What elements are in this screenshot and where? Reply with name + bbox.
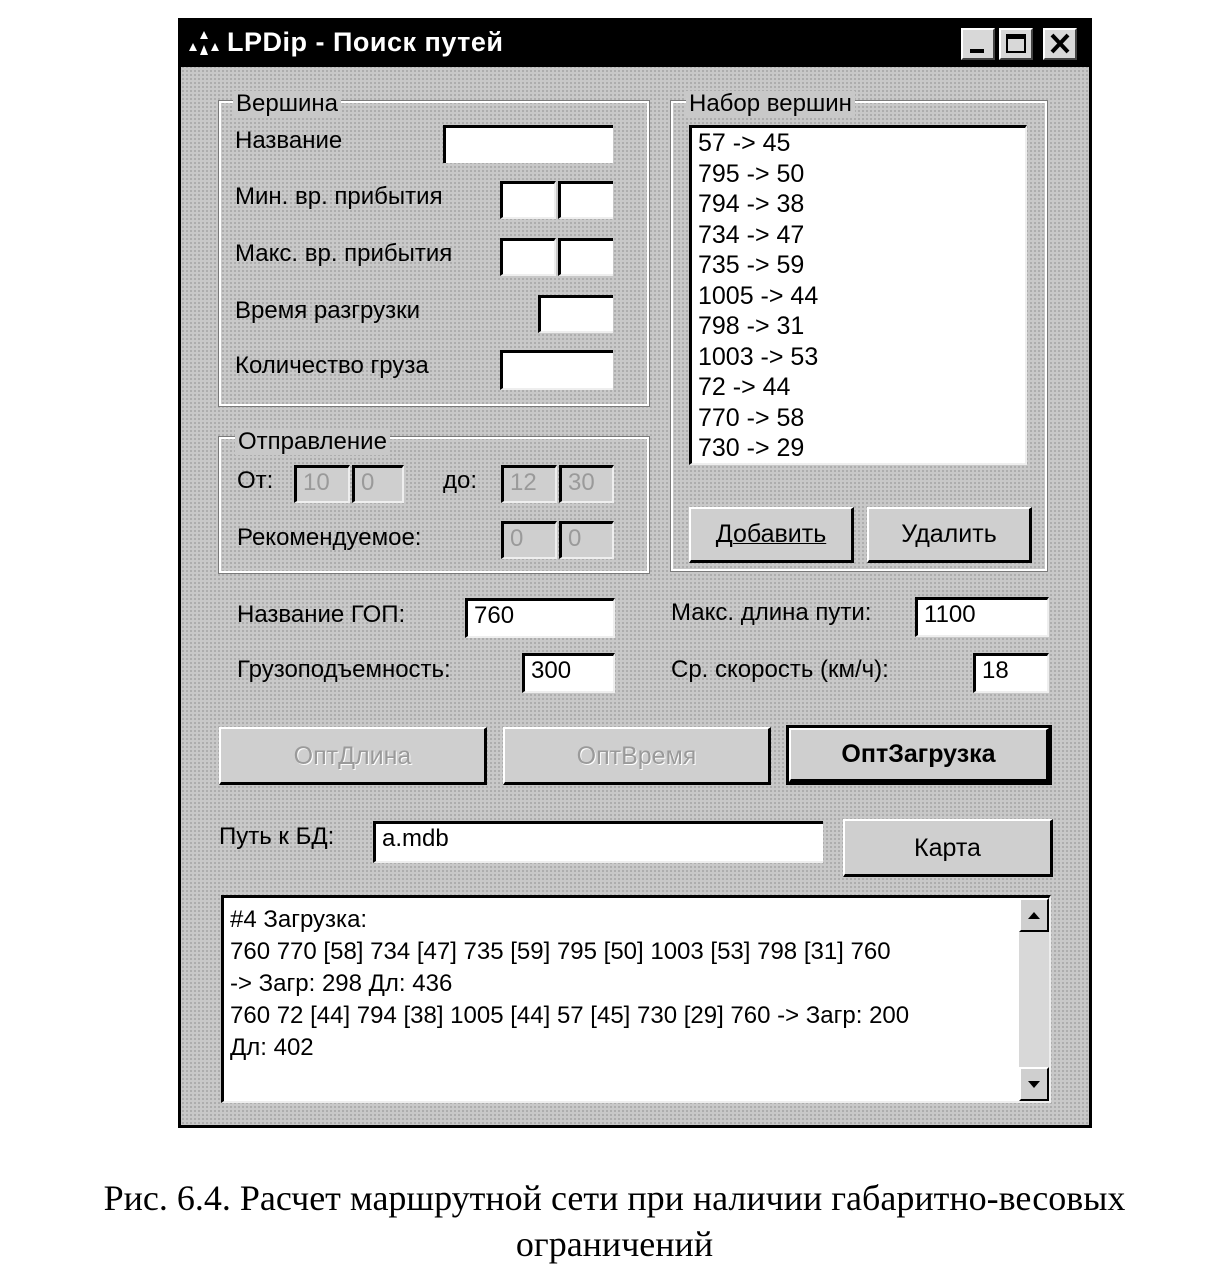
max-arrival-label: Макс. вр. прибытия <box>235 240 453 267</box>
list-item[interactable]: 1003 -> 53 <box>698 342 819 371</box>
vertex-name-input[interactable] <box>443 125 613 163</box>
db-path-input[interactable] <box>373 821 823 863</box>
max-arrival-hours-input[interactable] <box>500 238 556 276</box>
opt-length-label: ОптДлина <box>293 742 412 770</box>
vertex-group-label: Вершина <box>233 91 341 117</box>
delete-vertex-label: Удалить <box>901 520 997 548</box>
unload-time-input[interactable] <box>538 295 613 333</box>
max-path-value: 1100 <box>924 601 976 628</box>
maximize-icon <box>1001 30 1031 58</box>
capacity-label: Грузоподъемность: <box>237 656 451 683</box>
min-arrival-minutes-input[interactable] <box>558 181 613 219</box>
unload-time-label: Время разгрузки <box>235 297 421 324</box>
list-item[interactable]: 770 -> 58 <box>698 403 805 432</box>
arrow-down-icon <box>1021 1069 1047 1099</box>
opt-time-button[interactable] <box>503 727 771 785</box>
db-path-label: Путь к БД: <box>219 823 335 850</box>
avg-speed-label: Ср. скорость (км/ч): <box>671 656 889 683</box>
app-window <box>178 18 1092 1128</box>
opt-length-button[interactable] <box>219 727 487 785</box>
cargo-amount-input[interactable] <box>500 350 613 390</box>
recommended-minutes-input[interactable] <box>559 521 614 559</box>
arrow-up-icon <box>1021 900 1047 930</box>
departure-group-label: Отправление <box>235 429 390 455</box>
departure-from-hours-value: 10 <box>303 469 330 496</box>
capacity-input[interactable] <box>522 653 615 693</box>
departure-to-minutes-value: 30 <box>568 469 595 496</box>
list-item[interactable]: 735 -> 59 <box>698 251 805 279</box>
max-path-label: Макс. длина пути: <box>671 599 872 626</box>
departure-from-minutes-value: 0 <box>361 469 375 496</box>
output-line: 760 770 [58] 734 [47] 735 [59] 795 [50] 1003 [53] 798 [31] 760 <box>230 938 891 965</box>
gop-name-label: Название ГОП: <box>237 601 406 628</box>
figure-caption-line1: Рис. 6.4. Расчет маршрутной сети при наличии габаритно-весовых <box>103 1178 1126 1218</box>
departure-to-hours-value: 12 <box>510 469 537 496</box>
scroll-down-button[interactable] <box>1019 1067 1049 1101</box>
gop-name-value: 760 <box>474 602 515 629</box>
list-item[interactable]: 57 -> 45 <box>698 129 791 157</box>
add-vertex-label: Добавить <box>715 520 827 548</box>
delete-vertex-button[interactable] <box>867 507 1032 563</box>
figure-caption-line2: ограничений <box>515 1224 714 1264</box>
list-item[interactable]: 1005 -> 44 <box>698 281 819 310</box>
min-arrival-label: Мин. вр. прибытия <box>235 183 443 210</box>
vertex-set-list[interactable] <box>689 125 1027 465</box>
app-icon <box>187 29 221 59</box>
maximize-button[interactable] <box>999 28 1033 60</box>
recommended-hours-value: 0 <box>510 525 524 552</box>
window-title: LPDip - Поиск путей <box>227 27 504 57</box>
avg-speed-input[interactable] <box>973 653 1049 693</box>
output-line: Дл: 402 <box>230 1034 314 1061</box>
list-item[interactable]: 730 -> 29 <box>698 434 805 462</box>
output-line: 760 72 [44] 794 [38] 1005 [44] 57 [45] 730 [29] 760 -> Загр: 200 <box>230 1002 910 1029</box>
gop-name-input[interactable] <box>465 598 615 638</box>
departure-from-minutes-input[interactable] <box>352 465 404 503</box>
max-path-input[interactable] <box>915 597 1049 637</box>
recommended-label: Рекомендуемое: <box>237 524 422 551</box>
output-line: -> Загр: 298 Дл: 436 <box>230 970 453 997</box>
list-item[interactable]: 798 -> 31 <box>698 312 805 340</box>
close-button[interactable] <box>1043 28 1077 60</box>
max-arrival-minutes-input[interactable] <box>558 238 613 276</box>
recommended-minutes-value: 0 <box>568 525 582 552</box>
output-textarea[interactable] <box>221 895 1051 1103</box>
map-button[interactable] <box>843 819 1053 877</box>
opt-load-button[interactable] <box>789 728 1049 782</box>
map-label: Карта <box>914 834 981 862</box>
departure-to-hours-input[interactable] <box>501 465 557 503</box>
list-item[interactable]: 794 -> 38 <box>698 190 805 218</box>
departure-to-minutes-input[interactable] <box>559 465 614 503</box>
recommended-hours-input[interactable] <box>501 521 557 559</box>
capacity-value: 300 <box>531 657 572 684</box>
list-item[interactable]: 734 -> 47 <box>698 220 805 249</box>
title-bar[interactable] <box>181 21 1089 67</box>
cargo-amount-label: Количество груза <box>235 352 429 379</box>
list-item[interactable]: 72 -> 44 <box>698 373 791 401</box>
db-path-value: a.mdb <box>382 825 449 852</box>
departure-to-label: до: <box>443 467 478 494</box>
departure-from-hours-input[interactable] <box>294 465 350 503</box>
scroll-up-button[interactable] <box>1019 898 1049 932</box>
opt-load-label: ОптЗагрузка <box>841 740 996 768</box>
vertex-set-label: Набор вершин <box>686 91 855 117</box>
min-arrival-hours-input[interactable] <box>500 181 556 219</box>
close-icon <box>1045 30 1075 58</box>
list-item[interactable]: 795 -> 50 <box>698 159 805 188</box>
minimize-icon <box>963 30 993 58</box>
opt-time-label: ОптВремя <box>576 742 697 770</box>
departure-from-label: От: <box>237 467 274 494</box>
add-vertex-button[interactable] <box>689 507 854 563</box>
minimize-button[interactable] <box>961 28 995 60</box>
output-scrollbar[interactable] <box>1019 898 1049 1101</box>
output-line: #4 Загрузка: <box>230 906 368 933</box>
vertex-name-label: Название <box>235 127 343 154</box>
avg-speed-value: 18 <box>982 657 1009 684</box>
